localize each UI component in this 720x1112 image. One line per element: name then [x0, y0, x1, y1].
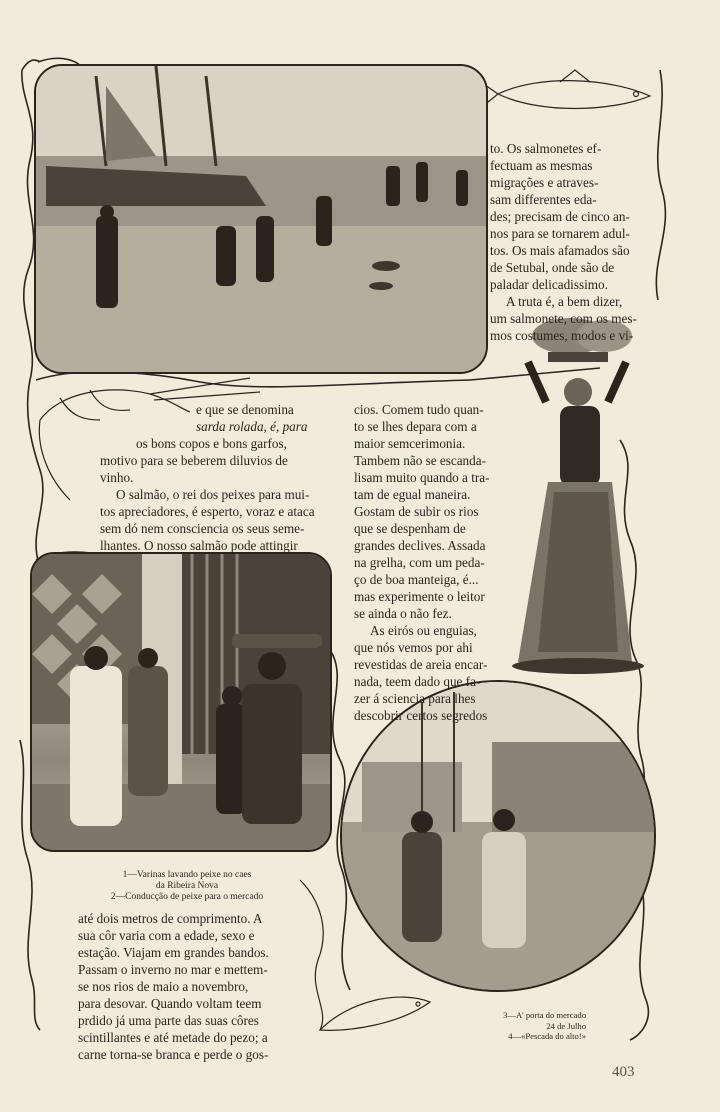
text-line: sua côr varia com a edade, sexo e [78, 928, 255, 943]
text-line: tos apreciadores, é esperto, voraz e ataca [100, 504, 315, 519]
text-line: A truta é, a bem dizer, [506, 294, 623, 309]
fish-illustration [478, 70, 650, 110]
text-column-center [354, 401, 502, 724]
text-line: que nós vemos por ahi [354, 640, 473, 655]
text-line: lisam muito quando a tra- [354, 470, 490, 485]
caption-line: 4—«Pescada do alto!» [508, 1031, 586, 1041]
text-line: ço de boa manteiga, é... [354, 572, 479, 587]
text-line: migrações e atraves- [490, 175, 599, 190]
text-line: mos costumes, modos e vi- [490, 328, 634, 343]
text-line: sam differentes eda- [490, 192, 597, 207]
caption-line: 24 de Julho [546, 1020, 586, 1031]
photo-varinas-harbor [34, 64, 488, 374]
text-line: sarda rolada, é, para [196, 419, 308, 434]
text-line: O salmão, o rei dos peixes para mui- [116, 487, 310, 502]
text-line: paladar delicadissimo. [490, 277, 608, 292]
text-line: As eirós ou enguias, [370, 623, 477, 638]
text-line: Gostam de subir os rios [354, 504, 479, 519]
text-line: até dois metros de comprimento. A [78, 911, 263, 926]
text-line: estação. Viajam em grandes bandos. [78, 945, 269, 960]
text-line: tos. Os mais afamados são [490, 243, 630, 258]
text-line: lhantes. O nosso salmão pode attingir [100, 538, 298, 553]
text-line: Tambem não se escanda- [354, 453, 486, 468]
photo-market-door [340, 680, 656, 992]
caption-line: 1—Varinas lavando peixe no caes [122, 870, 252, 880]
text-line: motivo para se beberem diluvios de [100, 453, 288, 468]
text-line: cios. Comem tudo quan- [354, 402, 484, 417]
text-line: para desovar. Quando voltam teem [78, 996, 262, 1011]
text-line: se ainda o não fez. [354, 606, 452, 621]
text-line: os bons copos e bons garfos, [136, 436, 287, 451]
text-column-left-bottom [78, 910, 296, 1063]
text-line: to. Os salmonetes ef- [490, 141, 602, 156]
text-line: scintillantes e até metade do pezo; a [78, 1030, 268, 1045]
text-line: na grelha, com um peda- [354, 555, 485, 570]
photo-woman-with-basket [508, 312, 652, 678]
caption-line: 3—A' porta do mercado [503, 1010, 586, 1020]
text-column-right-top [490, 140, 668, 344]
text-line: tam de egual maneira. [354, 487, 471, 502]
text-line: sem dó nem consciencia os seus seme- [100, 521, 305, 536]
text-line: nada, teem dado que fa- [354, 674, 481, 689]
text-line: to se lhes depara com a [354, 419, 477, 434]
caption-photos-3-4 [458, 1010, 586, 1042]
caption-photos-1-2 [80, 870, 294, 903]
text-line: des; precisam de cinco an- [490, 209, 630, 224]
text-line: se nos rios de maio a novembro, [78, 979, 249, 994]
caption-line: da Ribeira Nova [155, 881, 219, 891]
text-line: grandes declives. Assada [354, 538, 486, 553]
text-line: nos para se tornarem adul- [490, 226, 630, 241]
text-line: zer á sciencia para lhes [354, 691, 476, 706]
text-line: um salmonete, com os mes- [490, 311, 637, 326]
caption-line: 2—Conducção de peixe para o mercado [110, 892, 264, 902]
text-line: mas experimente o leitor [354, 589, 485, 604]
text-line: prdido já uma parte das suas côres [78, 1013, 259, 1028]
text-line: revestidas de areia encar- [354, 657, 488, 672]
text-line: que se despenham de [354, 521, 466, 536]
text-line: vinho. [100, 470, 134, 485]
text-line: Passam o inverno no mar e mettem- [78, 962, 268, 977]
text-line: maior semcerimonia. [354, 436, 466, 451]
text-line: descobrir certos segredos [354, 708, 488, 723]
text-line: de Setubal, onde são de [490, 260, 615, 275]
text-column-left-middle [100, 401, 336, 554]
page-number: 403 [612, 1064, 635, 1080]
text-line: fectuam as mesmas [490, 158, 593, 173]
text-line: carne torna-se branca e perde o gos- [78, 1047, 269, 1062]
photo-varinas-quay [30, 552, 332, 852]
text-line: e que se denomina [196, 402, 294, 417]
